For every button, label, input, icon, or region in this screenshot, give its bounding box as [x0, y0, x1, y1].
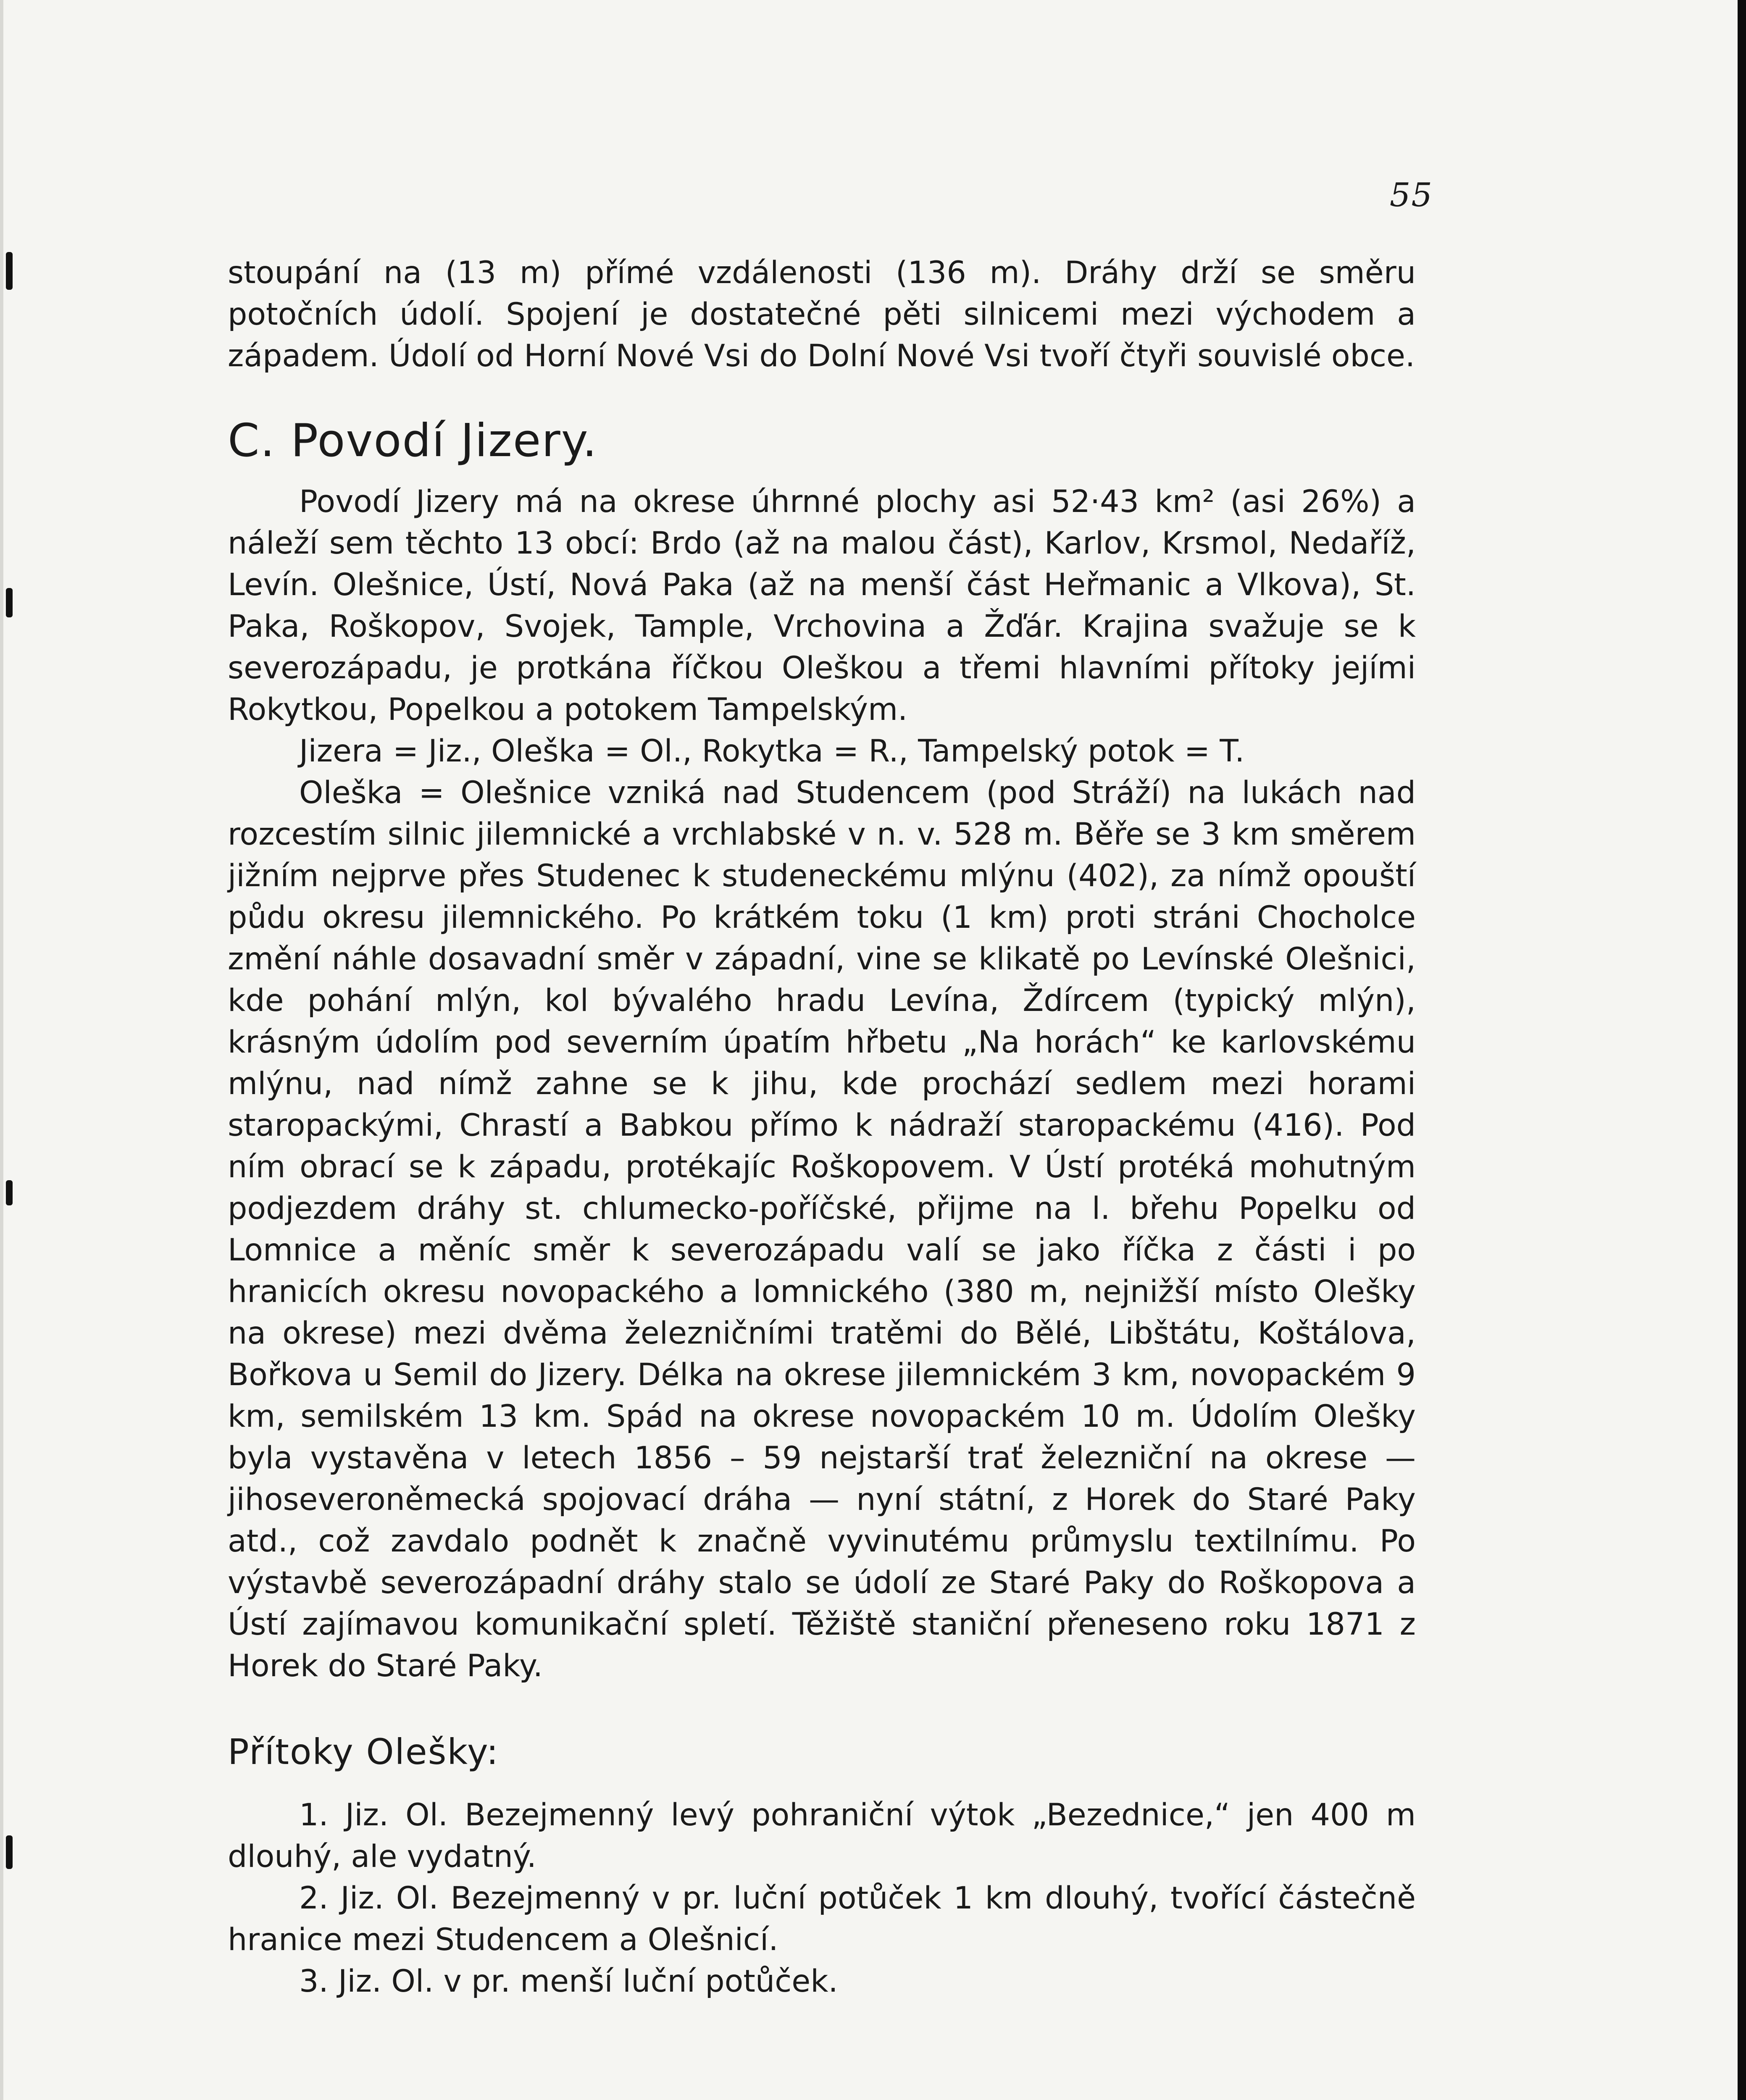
page-number: 55 [1389, 176, 1433, 214]
binding-mark [6, 1835, 13, 1869]
binding-mark [6, 588, 13, 617]
scan-right-edge [1738, 0, 1746, 2100]
subheading-tributaries: Přítoky Olešky: [228, 1731, 499, 1772]
binding-mark [6, 1180, 13, 1205]
list-item: 1. Jiz. Ol. Bezejmenný levý pohraniční výtok „Bezednice,“ jen 400 m dlouhý, ale vydatný. [228, 1797, 1416, 1874]
page-body [228, 252, 1416, 2002]
paragraph: Povodí Jizery má na okrese úhrnné plochy asi 52·43 km² (asi 26%) a náleží sem těchto 13 obcí: Brdo (až na malou část), Karlov, Krsmol, Nedaříž, Levín. Olešnice, Ústí, Nová Paka (až na menší část Heřmanic a Vlkova), St. Paka, Roškopov, Svojek, Tample, Vrchovina a Žďár. Krajina svažuje se k severozápadu, je protkána říčkou Oleškou a třemi hlavními přítoky jejími Rokytkou, Popelkou a potokem Tampelským. [228, 484, 1416, 727]
intro-paragraph: stoupání na (13 m) přímé vzdálenosti (136 m). Dráhy drží se směru potočních údolí. Spojení je dostatečné pěti silnicemi mezi východem a západem. Údolí od Horní Nové Vsi do Dolní Nové Vsi tvoří čtyři souvislé obce. [228, 255, 1416, 374]
scan-left-margin [0, 0, 3, 2100]
binding-mark [6, 252, 13, 290]
list-item: 2. Jiz. Ol. Bezejmenný v pr. luční potůček 1 km dlouhý, tvořící částečně hranice mezi Studencem a Olešnicí. [228, 1880, 1416, 1958]
list-item: 3. Jiz. Ol. v pr. menší luční potůček. [299, 1964, 838, 1999]
paragraph: Oleška = Olešnice vzniká nad Studencem (pod Stráží) na lukách nad rozcestím silnic jilemnické a vrchlabské v n. v. 528 m. Běře se 3 km směrem jižním nejprve přes Studenec k studeneckému mlýnu (402), za nímž opouští půdu okresu jilemnického. Po krátkém toku (1 km) proti stráni Chocholce změní náhle dosavadní směr v západní, vine se klikatě po Levínské Olešnici, kde pohání mlýn, kol bývalého hradu Levína, Ždírcem (typický mlýn), krásným údolím pod severním úpatím hřbetu „Na horách“ ke karlovskému mlýnu, nad nímž zahne se k jihu, kde prochází sedlem mezi horami staropackými, Chrastí a Babkou přímo k nádraží staropackému (416). Pod ním obrací se k západu, protékajíc Roškopovem. V Ústí protéká mohutným podjezdem dráhy st. chlumecko-poříčské, přijme na l. břehu Popelku od Lomnice a měníc směr k severozápadu valí se jako říčka z části i po hranicích okresu novopackého a lomnického (380 m, nejnižší místo Olešky na okrese) mezi dvěma železničními tratěmi do Bělé, Libštátu, Koštálova, Bořkova u Semil do Jizery. Délka na okrese jilemnickém 3 km, novopackém 9 km, semilském 13 km. Spád na okrese novopackém 10 m. Údolím Olešky byla vystavěna v letech 1856 – 59 nejstarší trať železniční na okrese — jihoseveroněmecká spojovací dráha — nyní státní, z Horek do Staré Paky atd., což zavdalo podnět k značně vyvinutému průmyslu textilnímu. Po výstavbě severozápadní dráhy stalo se údolí ze Staré Paky do Roškopova a Ústí zajímavou komunikační spletí. Těžiště staniční přeneseno roku 1871 z Horek do Staré Paky. [228, 775, 1416, 1684]
paragraph-abbreviations: Jizera = Jiz., Oleška = Ol., Rokytka = R., Tampelský potok = T. [299, 733, 1245, 769]
section-heading: C. Povodí Jizery. [228, 415, 598, 467]
